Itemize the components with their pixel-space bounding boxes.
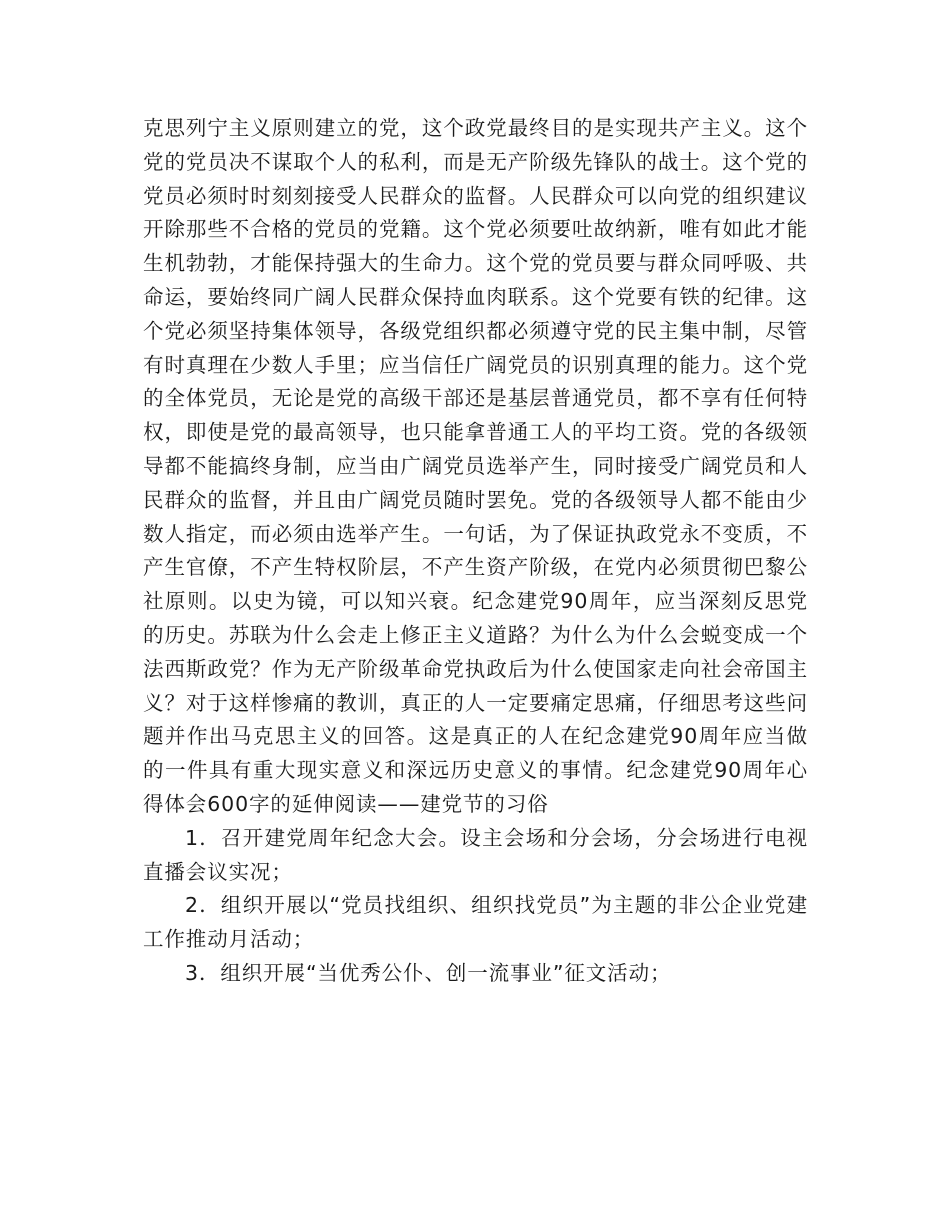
list-item: 1．召开建党周年纪念大会。设主会场和分会场，分会场进行电视直播会议实况； xyxy=(143,825,808,884)
document-content xyxy=(143,112,808,991)
body-paragraph: 克思列宁主义原则建立的党，这个政党最终目的是实现共产主义。这个党的党员决不谋取个人的私利，而是无产阶级先锋队的战士。这个党的党员必须时时刻刻接受人民群众的监督。人民群众可以向党的组织建议开除那些不合格的党员的党籍。这个党必须要吐故纳新，唯有如此才能生机勃勃，才能保持强大的生命力。这个党的党员要与群众同呼吸、共命运，要始终同广阔人民群众保持血肉联系。这个党要有铁的纪律。这个党必须坚持集体领导，各级党组织都必须遵守党的民主集中制，尽管有时真理在少数人手里；应当信任广阔党员的识别真理的能力。这个党的全体党员，无论是党的高级干部还是基层普通党员，都不享有任何特权，即使是党的最高领导，也只能拿普通工人的平均工资。党的各级领导都不能搞终身制，应当由广阔党员选举产生，同时接受广阔党员和人民群众的监督，并且由广阔党员随时罢免。党的各级领导人都不能由少数人指定，而必须由选举产生。一句话，为了保证执政党永不变质，不产生官僚，不产生特权阶层，不产生资产阶级，在党内必须贯彻巴黎公社原则。以史为镜，可以知兴衰。纪念建党90周年，应当深刻反思党的历史。苏联为什么会走上修正主义道路？为什么为什么会蜕变成一个法西斯政党？作为无产阶级革命党执政后为什么使国家走向社会帝国主义？对于这样惨痛的教训，真正的人一定要痛定思痛，仔细思考这些问题并作出马克思主义的回答。这是真正的人在纪念建党90周年应当做的一件具有重大现实意义和深远历史意义的事情。纪念建党90周年心得体会600字的延伸阅读——建党节的习俗 xyxy=(143,116,808,816)
list-item: 3．组织开展“当优秀公仆、创一流事业”征文活动； xyxy=(185,960,672,985)
list-item: 2．组织开展以“党员找组织、组织找党员”为主题的非公企业党建工作推动月活动； xyxy=(143,893,808,952)
